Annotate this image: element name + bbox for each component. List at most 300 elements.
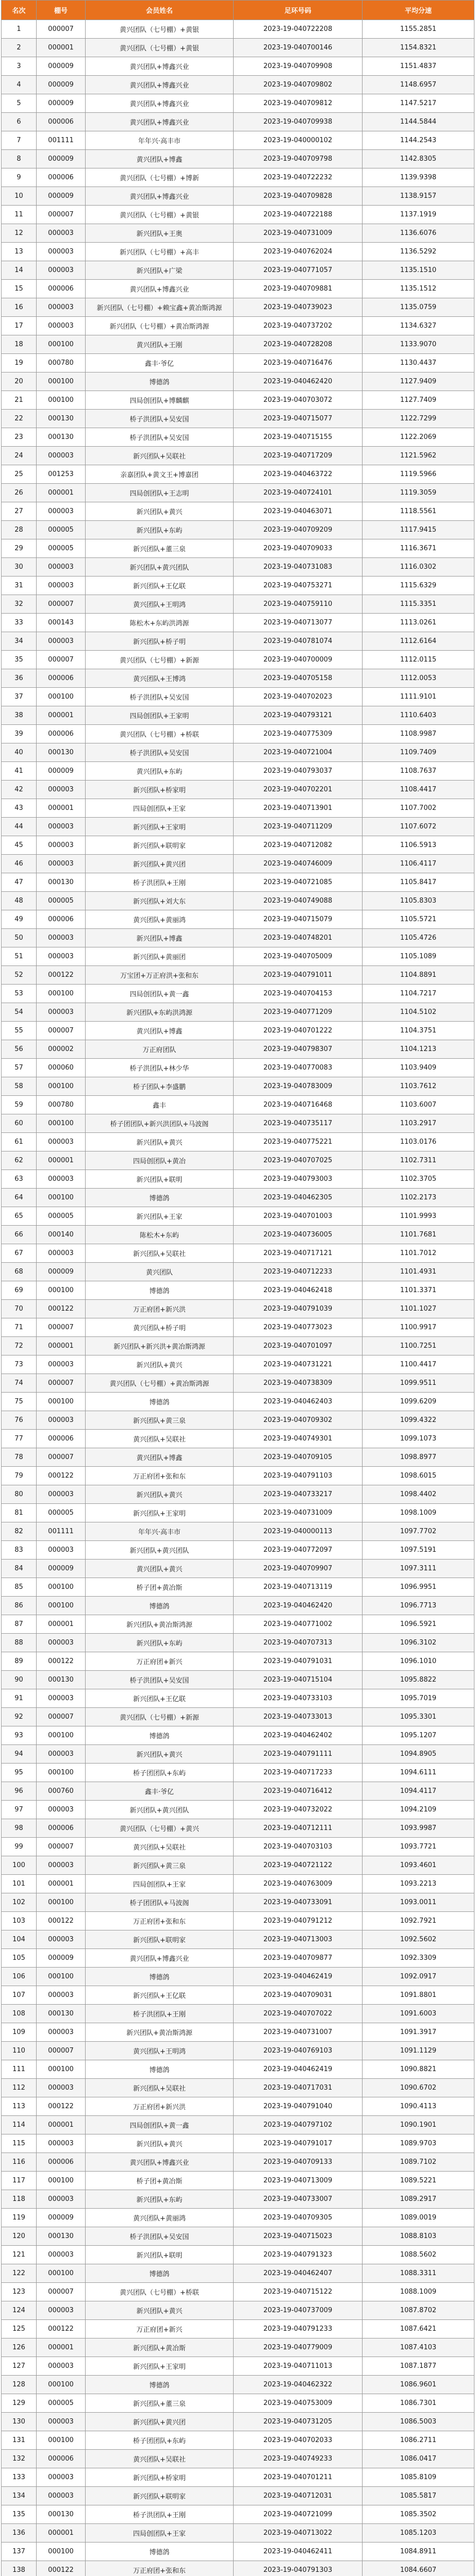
table-row (2, 224, 474, 243)
average-speed-cell: 1100.9917 (363, 1318, 474, 1337)
loft-number-cell: 000130 (37, 1671, 86, 1689)
loft-number-cell: 000009 (37, 1560, 86, 1578)
average-speed-cell: 1095.7019 (363, 1689, 474, 1708)
loft-number-cell: 000007 (37, 1708, 86, 1726)
rank-cell: 134 (2, 2487, 37, 2505)
table-row (2, 577, 474, 595)
member-name-cell: 新兴团队+东屿 (86, 2190, 234, 2209)
rank-cell: 84 (2, 1560, 37, 1578)
rank-cell: 58 (2, 1077, 37, 1096)
table-row (2, 1541, 474, 1560)
rank-cell: 98 (2, 1819, 37, 1838)
rank-cell: 30 (2, 558, 37, 577)
member-name-cell: 桥子洪团队+林少华 (86, 1059, 234, 1077)
member-name-cell: 黄兴团队+黄丽鸿 (86, 2209, 234, 2227)
table-row (2, 1838, 474, 1856)
average-speed-cell: 1098.4402 (363, 1485, 474, 1504)
ring-number-cell: 2023-19-040733007 (234, 2190, 363, 2209)
rank-cell: 126 (2, 2338, 37, 2357)
rank-cell: 28 (2, 521, 37, 539)
member-name-cell: 鑫丰·爷亿 (86, 354, 234, 372)
ring-number-cell: 2023-19-040709302 (234, 1411, 363, 1430)
ring-number-cell: 2023-19-040462419 (234, 1968, 363, 1986)
table-row (2, 2413, 474, 2431)
table-row (2, 1003, 474, 1022)
table-row (2, 1411, 474, 1430)
loft-number-cell: 000003 (37, 243, 86, 261)
member-name-cell: 新兴团队+桥子明 (86, 632, 234, 651)
ring-number-cell: 2023-19-040715077 (234, 410, 363, 428)
loft-number-cell: 000009 (37, 76, 86, 94)
average-speed-cell: 1084.8911 (363, 2543, 474, 2561)
table-row (2, 1560, 474, 1578)
member-name-cell: 博德鸽 (86, 1726, 234, 1745)
member-name-cell: 黄兴团队（七号棚）+黄银 (86, 39, 234, 57)
loft-number-cell: 000143 (37, 614, 86, 632)
rank-cell: 62 (2, 1151, 37, 1170)
table-row (2, 1337, 474, 1355)
average-speed-cell: 1089.7102 (363, 2153, 474, 2172)
table-row (2, 1040, 474, 1059)
member-name-cell: 博德鸽 (86, 1597, 234, 1615)
table-row (2, 1133, 474, 1151)
table-row (2, 1226, 474, 1244)
ring-number-cell: 2023-19-040715023 (234, 2227, 363, 2246)
member-name-cell: 黄兴团队（七号棚）+新源 (86, 651, 234, 669)
table-row (2, 558, 474, 577)
member-name-cell: 黄兴团队+黄兴 (86, 1560, 234, 1578)
loft-number-cell: 000007 (37, 651, 86, 669)
table-row (2, 1207, 474, 1226)
average-speed-cell: 1095.8822 (363, 1671, 474, 1689)
table-row (2, 2543, 474, 2561)
loft-number-cell: 000007 (37, 595, 86, 614)
ring-number-cell: 2023-19-040746009 (234, 855, 363, 873)
loft-number-cell: 000001 (37, 1875, 86, 1893)
ring-number-cell: 2023-19-040731083 (234, 558, 363, 577)
header-average-speed: 平均分速 (363, 1, 474, 20)
table-row (2, 1485, 474, 1504)
ring-number-cell: 2023-19-040712082 (234, 836, 363, 855)
average-speed-cell: 1100.7251 (363, 1337, 474, 1355)
member-name-cell: 桥子洪团队+吴安国 (86, 688, 234, 706)
ring-number-cell: 2023-19-040731221 (234, 1355, 363, 1374)
ring-number-cell: 2023-19-040722188 (234, 206, 363, 224)
table-row (2, 1726, 474, 1745)
member-name-cell: 新兴团队+王亿联 (86, 577, 234, 595)
table-row (2, 20, 474, 39)
average-speed-cell: 1111.9101 (363, 688, 474, 706)
table-row (2, 929, 474, 947)
rank-cell: 135 (2, 2505, 37, 2524)
ring-number-cell: 2023-19-040731205 (234, 2413, 363, 2431)
member-name-cell: 黄兴团队 (86, 1263, 234, 1281)
loft-number-cell: 000003 (37, 781, 86, 799)
loft-number-cell: 000122 (37, 1652, 86, 1671)
table-row (2, 1708, 474, 1726)
table-row (2, 1096, 474, 1114)
rank-cell: 102 (2, 1893, 37, 1912)
loft-number-cell: 000140 (37, 1226, 86, 1244)
loft-number-cell: 000006 (37, 669, 86, 688)
ring-number-cell: 2023-19-040701097 (234, 1337, 363, 1355)
ring-number-cell: 2023-19-040709802 (234, 76, 363, 94)
member-name-cell: 新兴团队+王家 (86, 1207, 234, 1226)
average-speed-cell: 1144.5844 (363, 113, 474, 131)
ring-number-cell: 2023-19-040462402 (234, 1726, 363, 1745)
average-speed-cell: 1151.4837 (363, 57, 474, 76)
loft-number-cell: 000007 (37, 1448, 86, 1467)
average-speed-cell: 1108.7637 (363, 762, 474, 781)
rank-cell: 36 (2, 669, 37, 688)
member-name-cell: 桥子洪团队+吴安国 (86, 428, 234, 447)
average-speed-cell: 1094.8905 (363, 1745, 474, 1764)
member-name-cell: 四局创团队+黄一鑫 (86, 2116, 234, 2134)
table-header (2, 1, 474, 20)
average-speed-cell: 1103.0176 (363, 1133, 474, 1151)
table-row (2, 855, 474, 873)
loft-number-cell: 000122 (37, 1467, 86, 1485)
member-name-cell: 新兴团队+黄兴团 (86, 2413, 234, 2431)
member-name-cell: 新兴团队+联明家 (86, 836, 234, 855)
ring-number-cell: 2023-19-040463722 (234, 465, 363, 484)
table-row (2, 1615, 474, 1634)
average-speed-cell: 1118.5561 (363, 502, 474, 521)
member-name-cell: 新兴团队+桥家明 (86, 781, 234, 799)
rank-cell: 39 (2, 725, 37, 743)
member-name-cell: 新兴团队（七号棚）+黄冶斯鸿源 (86, 317, 234, 335)
ring-number-cell: 2023-19-040763009 (234, 1875, 363, 1893)
loft-number-cell: 000100 (37, 335, 86, 354)
loft-number-cell: 000003 (37, 502, 86, 521)
table-row (2, 2097, 474, 2116)
rank-cell: 80 (2, 1485, 37, 1504)
member-name-cell: 新兴团队+黄兴团队 (86, 1541, 234, 1560)
rank-cell: 97 (2, 1801, 37, 1819)
table-row (2, 372, 474, 391)
loft-number-cell: 000001 (37, 1151, 86, 1170)
table-row (2, 2468, 474, 2487)
rank-cell: 109 (2, 2023, 37, 2042)
loft-number-cell: 000006 (37, 725, 86, 743)
average-speed-cell: 1093.2213 (363, 1875, 474, 1893)
loft-number-cell: 000003 (37, 2357, 86, 2376)
average-speed-cell: 1098.1009 (363, 1504, 474, 1522)
average-speed-cell: 1135.1510 (363, 261, 474, 280)
loft-number-cell: 000100 (37, 985, 86, 1003)
rank-cell: 12 (2, 224, 37, 243)
member-name-cell: 黄兴团队+吴联社 (86, 1838, 234, 1856)
member-name-cell: 博德鸽 (86, 1189, 234, 1207)
loft-number-cell: 000122 (37, 2097, 86, 2116)
table-row (2, 2264, 474, 2283)
rank-cell: 17 (2, 317, 37, 335)
member-name-cell: 黄兴团队+吴联社 (86, 1430, 234, 1448)
rank-cell: 54 (2, 1003, 37, 1022)
table-row (2, 2134, 474, 2153)
rank-cell: 138 (2, 2561, 37, 2576)
member-name-cell: 黄兴团队+博鑫兴业 (86, 187, 234, 206)
member-name-cell: 黄兴团队+东屿 (86, 762, 234, 781)
average-speed-cell: 1088.3311 (363, 2264, 474, 2283)
average-speed-cell: 1091.6003 (363, 2005, 474, 2023)
loft-number-cell: 000003 (37, 1244, 86, 1263)
rank-cell: 21 (2, 391, 37, 410)
table-row (2, 2301, 474, 2320)
ring-number-cell: 2023-19-040702023 (234, 688, 363, 706)
ring-number-cell: 2023-19-040791011 (234, 966, 363, 985)
member-name-cell: 万正府团+新兴洪 (86, 2097, 234, 2116)
loft-number-cell: 000003 (37, 2246, 86, 2264)
average-speed-cell: 1116.0302 (363, 558, 474, 577)
ring-number-cell: 2023-19-040732022 (234, 1801, 363, 1819)
loft-number-cell: 000003 (37, 1485, 86, 1504)
table-row (2, 2060, 474, 2079)
table-row (2, 1151, 474, 1170)
table-row (2, 2376, 474, 2394)
member-name-cell: 桥子洪团队+吴安国 (86, 1671, 234, 1689)
member-name-cell: 博德鸽 (86, 2376, 234, 2394)
loft-number-cell: 000001 (37, 2338, 86, 2357)
member-name-cell: 新兴团队+联明家 (86, 2487, 234, 2505)
rank-cell: 22 (2, 410, 37, 428)
rank-cell: 105 (2, 1949, 37, 1968)
ring-number-cell: 2023-19-040712233 (234, 1263, 363, 1281)
average-speed-cell: 1138.9157 (363, 187, 474, 206)
average-speed-cell: 1090.1901 (363, 2116, 474, 2134)
loft-number-cell: 000003 (37, 1930, 86, 1949)
average-speed-cell: 1115.3351 (363, 595, 474, 614)
ring-number-cell: 2023-19-040701222 (234, 1022, 363, 1040)
rank-cell: 6 (2, 113, 37, 131)
average-speed-cell: 1139.9398 (363, 168, 474, 187)
rank-cell: 78 (2, 1448, 37, 1467)
ring-number-cell: 2023-19-040791039 (234, 1300, 363, 1318)
member-name-cell: 新兴团队（七号棚）+赖宝鑫+黄冶斯鸿源 (86, 298, 234, 317)
member-name-cell: 桥子团+黄冶斯 (86, 2172, 234, 2190)
ring-number-cell: 2023-19-040717233 (234, 1764, 363, 1782)
member-name-cell: 新兴团队+黄兴 (86, 1485, 234, 1504)
member-name-cell: 新兴团队+博鑫 (86, 929, 234, 947)
average-speed-cell: 1106.5913 (363, 836, 474, 855)
loft-number-cell: 000122 (37, 1300, 86, 1318)
rank-cell: 96 (2, 1782, 37, 1801)
average-speed-cell: 1092.7921 (363, 1912, 474, 1930)
ring-number-cell: 2023-19-040721099 (234, 2505, 363, 2524)
rank-cell: 103 (2, 1912, 37, 1930)
average-speed-cell: 1101.4931 (363, 1263, 474, 1281)
loft-number-cell: 000001 (37, 1337, 86, 1355)
loft-number-cell: 000003 (37, 855, 86, 873)
loft-number-cell: 000100 (37, 1281, 86, 1300)
loft-number-cell: 000003 (37, 558, 86, 577)
ring-number-cell: 2023-19-040771057 (234, 261, 363, 280)
loft-number-cell: 000009 (37, 1949, 86, 1968)
rank-cell: 41 (2, 762, 37, 781)
member-name-cell: 新兴团队+刘大东 (86, 892, 234, 910)
ring-number-cell: 2023-19-040702033 (234, 2431, 363, 2450)
average-speed-cell: 1085.1203 (363, 2524, 474, 2543)
rank-cell: 66 (2, 1226, 37, 1244)
ring-number-cell: 2023-19-040791323 (234, 2246, 363, 2264)
loft-number-cell: 000100 (37, 1893, 86, 1912)
table-row (2, 1745, 474, 1764)
average-speed-cell: 1103.7612 (363, 1077, 474, 1096)
ring-number-cell: 2023-19-040702201 (234, 781, 363, 799)
ring-number-cell: 2023-19-040771209 (234, 1003, 363, 1022)
table-row (2, 410, 474, 428)
rank-cell: 125 (2, 2320, 37, 2338)
ring-number-cell: 2023-19-040791233 (234, 2320, 363, 2338)
table-row (2, 1393, 474, 1411)
table-row (2, 762, 474, 781)
loft-number-cell: 000003 (37, 1986, 86, 2005)
rank-cell: 33 (2, 614, 37, 632)
ring-number-cell: 2023-19-040713003 (234, 1930, 363, 1949)
rank-cell: 116 (2, 2153, 37, 2172)
member-name-cell: 四局创团队+王家明 (86, 706, 234, 725)
rank-cell: 81 (2, 1504, 37, 1522)
member-name-cell: 新兴团队+东屿 (86, 521, 234, 539)
member-name-cell: 新兴团队+吴联社 (86, 447, 234, 465)
loft-number-cell: 000122 (37, 2320, 86, 2338)
ring-number-cell: 2023-19-040700009 (234, 651, 363, 669)
rank-cell: 9 (2, 168, 37, 187)
member-name-cell: 新兴团队+黄冶斯鸿源 (86, 1615, 234, 1634)
table-row (2, 1875, 474, 1893)
rank-cell: 49 (2, 910, 37, 929)
loft-number-cell: 000003 (37, 1801, 86, 1819)
average-speed-cell: 1104.8891 (363, 966, 474, 985)
average-speed-cell: 1088.1009 (363, 2283, 474, 2301)
table-row (2, 1300, 474, 1318)
rank-cell: 110 (2, 2042, 37, 2060)
header-row (2, 1, 474, 20)
ring-number-cell: 2023-19-040791303 (234, 2561, 363, 2576)
rank-cell: 43 (2, 799, 37, 818)
ring-number-cell: 2023-19-040733091 (234, 1893, 363, 1912)
member-name-cell: 博德鸽 (86, 2264, 234, 2283)
average-speed-cell: 1148.6957 (363, 76, 474, 94)
member-name-cell: 新兴团队+黄兴 (86, 1355, 234, 1374)
table-row (2, 2338, 474, 2357)
ring-number-cell: 2023-19-040749233 (234, 2450, 363, 2468)
loft-number-cell: 000007 (37, 20, 86, 39)
average-speed-cell: 1097.3111 (363, 1560, 474, 1578)
member-name-cell: 黄兴团队+博鑫兴业 (86, 1949, 234, 1968)
table-row (2, 2246, 474, 2264)
ring-number-cell: 2023-19-040707025 (234, 1151, 363, 1170)
average-speed-cell: 1142.8305 (363, 150, 474, 168)
table-row (2, 2227, 474, 2246)
ring-number-cell: 2023-19-040707022 (234, 2005, 363, 2023)
table-row (2, 2005, 474, 2023)
ring-number-cell: 2023-19-040701003 (234, 1207, 363, 1226)
rank-cell: 124 (2, 2301, 37, 2320)
rank-cell: 87 (2, 1615, 37, 1634)
average-speed-cell: 1086.5003 (363, 2413, 474, 2431)
table-row (2, 2320, 474, 2338)
table-row (2, 1448, 474, 1467)
rank-cell: 53 (2, 985, 37, 1003)
table-row (2, 1949, 474, 1968)
ring-number-cell: 2023-19-040753009 (234, 2394, 363, 2413)
ring-number-cell: 2023-19-040721122 (234, 1856, 363, 1875)
ring-number-cell: 2023-19-040716468 (234, 1096, 363, 1114)
loft-number-cell: 000780 (37, 1096, 86, 1114)
rank-cell: 37 (2, 688, 37, 706)
rank-cell: 132 (2, 2450, 37, 2468)
member-name-cell: 博德鸽 (86, 2543, 234, 2561)
ring-number-cell: 2023-19-040715122 (234, 2283, 363, 2301)
loft-number-cell: 000006 (37, 2450, 86, 2468)
member-name-cell: 黄兴团队+博鑫 (86, 1448, 234, 1467)
member-name-cell: 新兴团队+东屿洪鸿源 (86, 1003, 234, 1022)
average-speed-cell: 1086.2711 (363, 2431, 474, 2450)
average-speed-cell: 1121.5962 (363, 447, 474, 465)
rank-cell: 108 (2, 2005, 37, 2023)
average-speed-cell: 1096.9951 (363, 1578, 474, 1597)
loft-number-cell: 000003 (37, 1003, 86, 1022)
average-speed-cell: 1117.9415 (363, 521, 474, 539)
ring-number-cell: 2023-19-040715079 (234, 910, 363, 929)
table-row (2, 818, 474, 836)
average-speed-cell: 1099.9511 (363, 1374, 474, 1393)
table-row (2, 2394, 474, 2413)
table-row (2, 688, 474, 706)
table-row (2, 985, 474, 1003)
member-name-cell: 新兴团队（七号棚）+高丰 (86, 243, 234, 261)
ring-number-cell: 2023-19-040748201 (234, 929, 363, 947)
member-name-cell: 博德鸽 (86, 1968, 234, 1986)
ring-number-cell: 2023-19-040713119 (234, 1578, 363, 1597)
member-name-cell: 新兴团队+黄三泉 (86, 1856, 234, 1875)
rank-cell: 120 (2, 2227, 37, 2246)
loft-number-cell: 000006 (37, 2153, 86, 2172)
rank-cell: 65 (2, 1207, 37, 1226)
rank-cell: 75 (2, 1393, 37, 1411)
rank-cell: 16 (2, 298, 37, 317)
average-speed-cell: 1102.2173 (363, 1189, 474, 1207)
ring-number-cell: 2023-19-040709908 (234, 57, 363, 76)
rank-cell: 89 (2, 1652, 37, 1671)
ring-number-cell: 2023-19-040709798 (234, 150, 363, 168)
header-loft-number: 棚号 (37, 1, 86, 20)
average-speed-cell: 1090.4113 (363, 2097, 474, 2116)
member-name-cell: 新兴团队+吴联社 (86, 2079, 234, 2097)
loft-number-cell: 000007 (37, 1318, 86, 1337)
member-name-cell: 亲嘉团队+黄文王+博嘉团 (86, 465, 234, 484)
table-row (2, 168, 474, 187)
ring-number-cell: 2023-19-040712111 (234, 1819, 363, 1838)
average-speed-cell: 1110.6403 (363, 706, 474, 725)
loft-number-cell: 001253 (37, 465, 86, 484)
rank-cell: 118 (2, 2190, 37, 2209)
ring-number-cell: 2023-19-040709133 (234, 2153, 363, 2172)
rank-cell: 83 (2, 1541, 37, 1560)
table-row (2, 206, 474, 224)
rank-cell: 86 (2, 1597, 37, 1615)
table-row (2, 1764, 474, 1782)
ring-number-cell: 2023-19-040749088 (234, 892, 363, 910)
loft-number-cell: 000003 (37, 317, 86, 335)
loft-number-cell: 000005 (37, 2394, 86, 2413)
rank-cell: 19 (2, 354, 37, 372)
rank-cell: 25 (2, 465, 37, 484)
loft-number-cell: 000005 (37, 1207, 86, 1226)
loft-number-cell: 000007 (37, 2283, 86, 2301)
ring-number-cell: 2023-19-040705158 (234, 669, 363, 688)
